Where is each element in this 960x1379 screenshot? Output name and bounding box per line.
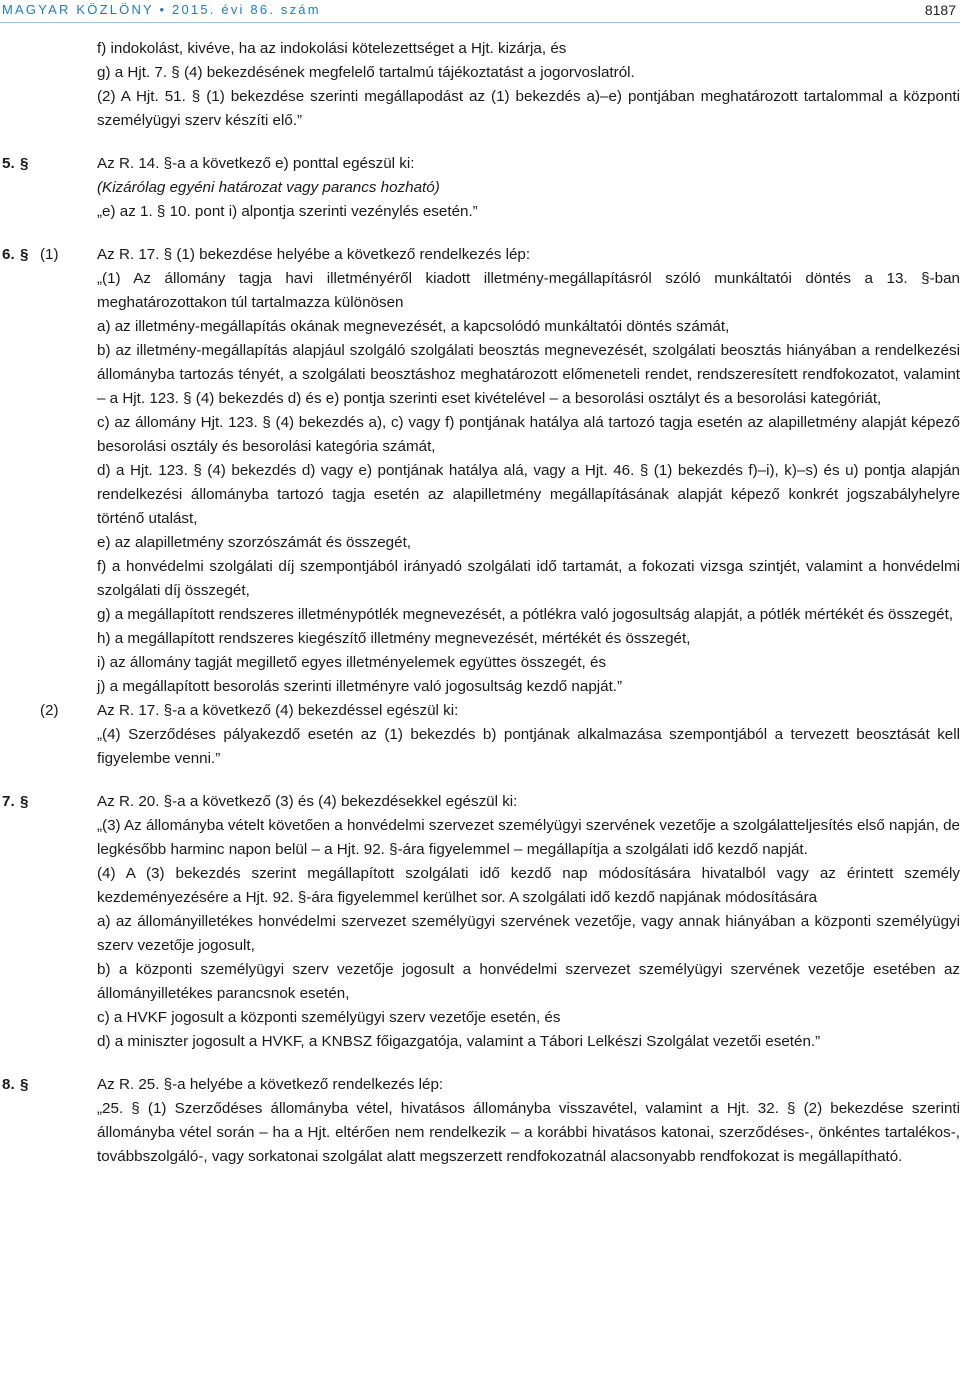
list-item: b) a központi személyügyi szerv vezetője jogosult a honvédelmi szervezet személyügyi szervének vezetője esetében az állományilletékes parancsnok esetén, — [97, 961, 960, 1002]
journal-title: MAGYAR KÖZLÖNY • 2015. évi 86. szám — [2, 2, 321, 17]
subsection-number: (2) — [40, 702, 59, 719]
section-sign: § — [20, 155, 29, 172]
spacer — [0, 1054, 960, 1073]
list-item: c) a HVKF jogosult a központi személyügyi szerv vezetője esetén, és — [97, 1009, 561, 1026]
spacer — [0, 224, 960, 243]
section-text: Az R. 17. §-a a következő (4) bekezdéssel egészül ki: — [97, 702, 459, 719]
list-item: a) az állományilletékes honvédelmi szervezet személyügyi szervének vezetője, vagy annak hiányában a központi személyügyi szerv vezetője jogosult, — [97, 913, 960, 954]
list-item: g) a megállapított rendszeres illetménypótlék megnevezését, a pótlékra való jogosultság alapját, a pótlék mértékét és összegét, — [97, 606, 954, 623]
list-item: i) az állomány tagját megillető egyes illetményelemek együttes összegét, és — [97, 654, 607, 671]
section-text: Az R. 25. §-a helyébe a következő rendelkezés lép: — [97, 1076, 444, 1093]
section-sign: § — [20, 793, 29, 810]
list-item: j) a megállapított besorolás szerinti illetményre való jogosultság kezdő napját.” — [97, 678, 623, 695]
paragraph: „e) az 1. § 10. pont i) alpontja szerinti vezénylés esetén.” — [97, 203, 478, 220]
section-7 — [0, 790, 960, 814]
paragraph: „(3) Az állományba vételt követően a honvédelmi szervezet személyügyi szervének vezetője a szolgálatteljesítés első napján, de legkésőbb harminc napon belül – a Hjt. 92. §-ára figyelemmel – megállapítja a szolgálati idő kezdő napját. — [97, 817, 960, 858]
section-number: 7. — [2, 793, 15, 810]
page-header — [0, 2, 960, 22]
paragraph: (4) A (3) bekezdés szerint megállapított szolgálati idő kezdő nap módosítására hivatalból vagy az érintett személy kezdeményezésére a Hjt. 92. §-ára figyelemmel kerülhet sor. A szolgálati idő kezdő napjának módosítására — [97, 865, 960, 906]
paragraph: „(1) Az állomány tagja havi illetményéről kiadott illetmény-megállapításról szóló munkáltatói döntés a 13. §-ban meghatározottakon túl tartalmazza különösen — [97, 270, 960, 311]
section-number: 5. — [2, 155, 15, 172]
section-sign: § — [20, 246, 29, 263]
paragraph: „25. § (1) Szerződéses állományba vétel, hivatásos állományba visszavétel, valamint a Hjt. 32. § (2) bekezdése szerinti állományba vétel során – ha a Hjt. eltérően nem rendelkezik – a korábbi hivatásos katonai, szerződéses-, önkéntes tartalékos-, továbbszolgáló-, vagy sorkatonai szolgálat alatt megszerzett rendfokozatnál alacsonyabb rendfokozat is megállapítható. — [97, 1100, 960, 1165]
section-text: Az R. 14. §-a a következő e) ponttal egészül ki: — [97, 155, 415, 172]
list-item: g) a Hjt. 7. § (4) bekezdésének megfelelő tartalmú tájékoztatást a jogorvoslatról. — [97, 64, 635, 81]
section-5 — [0, 152, 960, 176]
list-item: f) a honvédelmi szolgálati díj szempontjából irányadó szolgálati idő tartamát, a fokozati vizsga szintjét, valamint a honvédelmi szolgálati díj összegét, — [97, 558, 960, 599]
list-item: a) az illetmény-megállapítás okának megnevezését, a kapcsolódó munkáltatói döntés számát, — [97, 318, 730, 335]
paragraph: (2) A Hjt. 51. § (1) bekezdése szerinti megállapodást az (1) bekezdés a)–e) pontjában meghatározott tartalommal a központi személyügyi szerv készíti elő.” — [97, 88, 960, 129]
list-item: f) indokolást, kivéve, ha az indokolási kötelezettséget a Hjt. kizárja, és — [97, 40, 567, 57]
list-item: c) az állomány Hjt. 123. § (4) bekezdés a), c) vagy f) pontjának hatálya alá tartozó tagja esetén az alapilletmény alapját képező besorolási osztály és besorolási kategória számát, — [97, 414, 960, 455]
header-divider — [0, 22, 960, 23]
page-number: 8187 — [924, 2, 956, 18]
section-8 — [0, 1073, 960, 1097]
section-number: 8. — [2, 1076, 15, 1093]
italic-note: (Kizárólag egyéni határozat vagy parancs hozható) — [97, 179, 440, 196]
spacer — [0, 771, 960, 790]
section-6 — [0, 243, 960, 267]
list-item: e) az alapilletmény szorzószámát és összegét, — [97, 534, 412, 551]
section-sign: § — [20, 1076, 29, 1093]
section-number: 6. — [2, 246, 15, 263]
list-item: d) a Hjt. 123. § (4) bekezdés d) vagy e) pontjának hatálya alá, vagy a Hjt. 46. § (1) bekezdés f)–i), k)–s) és u) pontja alapján rendelkezési állományba tartozó tagja esetén az alapilletmény megállapításának alapját képező konkrét jogszabályhelyre történő utalást, — [97, 462, 960, 527]
list-item: h) a megállapított rendszeres kiegészítő illetmény megnevezését, mértékét és összegét, — [97, 630, 691, 647]
subsection-2 — [0, 699, 960, 723]
paragraph: „(4) Szerződéses pályakezdő esetén az (1) bekezdés b) pontjának alkalmazása szempontjából a tervezett beosztását kell figyelembe venni.” — [97, 726, 960, 767]
list-item: d) a miniszter jogosult a HVKF, a KNBSZ főigazgatója, valamint a Tábori Lelkészi Szolgálat vezetői esetén.” — [97, 1033, 821, 1050]
section-text: Az R. 20. §-a a következő (3) és (4) bekezdésekkel egészül ki: — [97, 793, 518, 810]
document-body — [0, 37, 960, 1169]
section-text: Az R. 17. § (1) bekezdése helyébe a következő rendelkezés lép: — [97, 246, 531, 263]
list-item: b) az illetmény-megállapítás alapjául szolgáló szolgálati beosztás megnevezését, szolgálati beosztás hiányában a rendelkezési állományba tartozás tényét, a szolgálati beosztáshoz meghatározott előmeneteli rendet, rendszeresített rendfokozatot, valamint – a Hjt. 123. § (4) bekezdés d) és e) pontja szerinti eset kivételével – a besorolási osztályt és a besorolási kategóriát, — [97, 342, 960, 407]
subsection-number: (1) — [40, 246, 59, 263]
spacer — [0, 133, 960, 152]
